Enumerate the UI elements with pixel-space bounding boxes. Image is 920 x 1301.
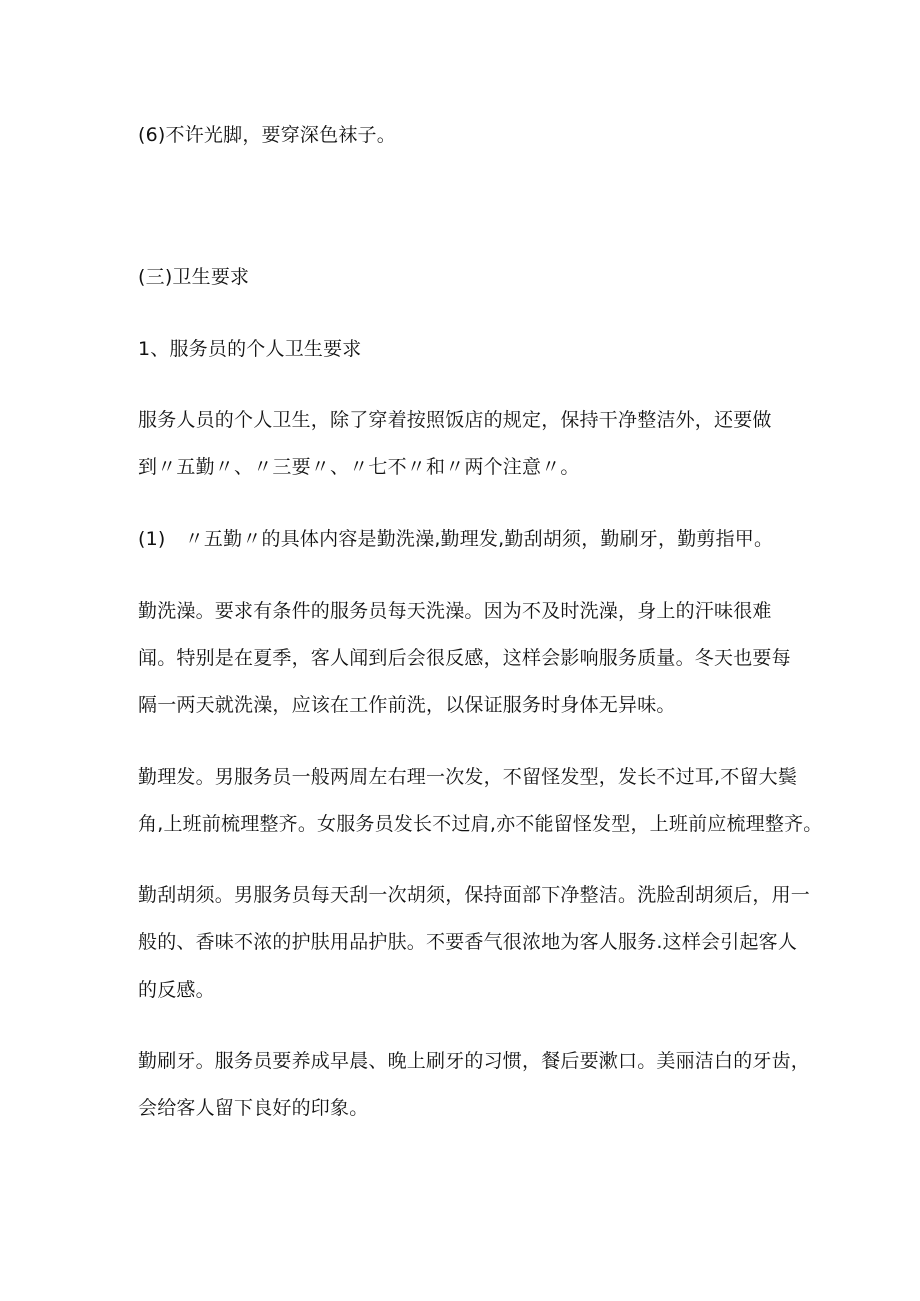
paragraph-haircut-line-2: 角,上班前梳理整齐。女服务员发长不过肩,亦不能留怪发型，上班前应梳理整齐。 [138, 813, 823, 835]
section-heading-hygiene: (三)卫生要求 [138, 266, 250, 288]
paragraph-shaving-line-3: 的反感。 [138, 979, 215, 1001]
paragraph-intro-line-2: 到〃五勤〃、〃三要〃、〃七不〃和〃两个注意〃。 [138, 456, 580, 478]
item-1-five-diligences: (1) 〃五勤〃的具体内容是勤洗澡,勤理发,勤刮胡须，勤刷牙，勤剪指甲。 [138, 528, 774, 550]
paragraph-intro-line-1: 服务人员的个人卫生，除了穿着按照饭店的规定，保持干净整洁外，还要做 [138, 409, 772, 431]
paragraph-bathing-line-3: 隔一两天就洗澡，应该在工作前洗，以保证服务时身体无异味。 [138, 694, 676, 716]
paragraph-bathing-line-1: 勤洗澡。要求有条件的服务员每天洗澡。因为不及时洗澡，身上的汗味很难 [138, 600, 772, 622]
subheading-personal-hygiene: 1、服务员的个人卫生要求 [138, 338, 362, 360]
paragraph-brushing-line-2: 会给客人留下良好的印象。 [138, 1097, 369, 1119]
paragraph-brushing-line-1: 勤刷牙。服务员要养成早晨、晚上刷牙的习惯，餐后要漱口。美丽洁白的牙齿， [138, 1050, 811, 1072]
paragraph-bathing-line-2: 闻。特别是在夏季，客人闻到后会很反感，这样会影响服务质量。冬天也要每 [138, 647, 791, 669]
paragraph-haircut-line-1: 勤理发。男服务员一般两周左右理一次发，不留怪发型，发长不过耳,不留大鬓 [138, 766, 798, 788]
item-6-no-bare-feet: (6)不许光脚，要穿深色袜子。 [138, 124, 396, 146]
paragraph-shaving-line-1: 勤刮胡须。男服务员每天刮一次胡须，保持面部下净整洁。洗脸刮胡须后，用一 [138, 884, 811, 906]
paragraph-shaving-line-2: 般的、香味不浓的护肤用品护肤。不要香气很浓地为客人服务.这样会引起客人 [138, 931, 798, 953]
